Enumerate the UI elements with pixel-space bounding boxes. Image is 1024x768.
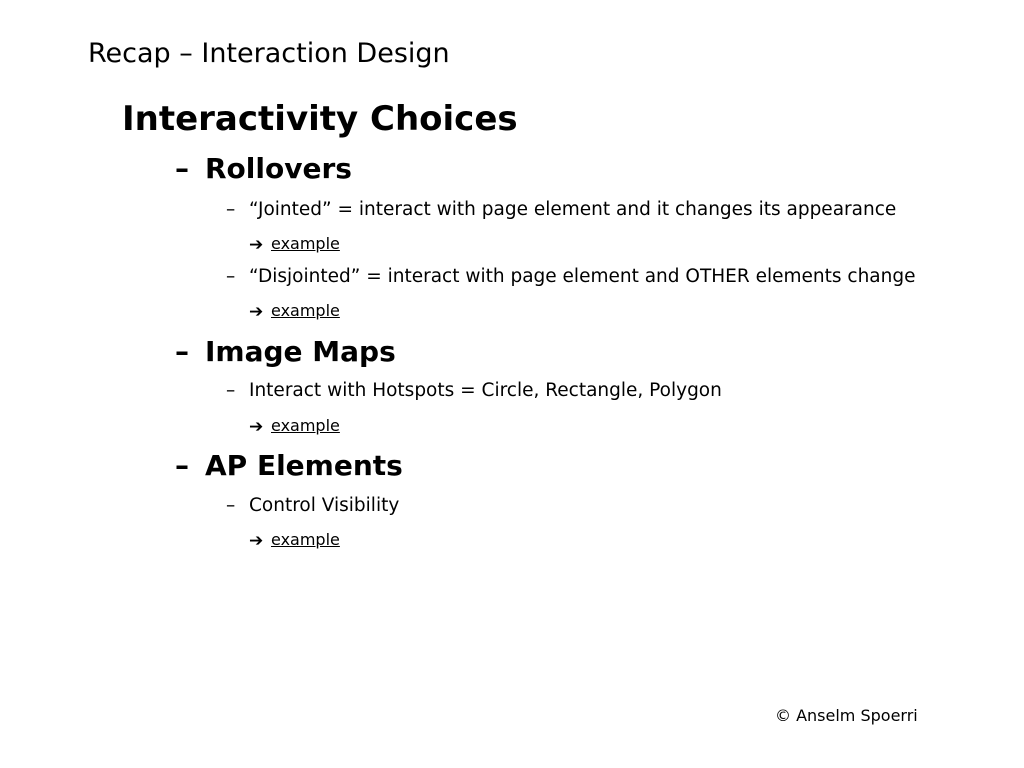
bullet-text: Interact with Hotspots = Circle, Rectangle, Polygon (249, 380, 722, 401)
example-row (249, 234, 340, 255)
section-image-maps (175, 335, 396, 368)
dash-marker: – (226, 199, 236, 220)
example-row (249, 301, 340, 322)
arrow-right-icon: ➔ (249, 302, 264, 322)
example-row (249, 530, 340, 551)
dash-marker: – (226, 266, 236, 287)
section-label: Rollovers (205, 152, 352, 185)
dash-marker: – (175, 449, 189, 482)
section-label: AP Elements (205, 449, 403, 482)
slide-heading: Interactivity Choices (122, 99, 518, 139)
bullet-text: Control Visibility (249, 495, 400, 516)
bullet-item (226, 380, 722, 401)
arrow-right-icon: ➔ (249, 417, 264, 437)
slide-title: Recap – Interaction Design (88, 38, 450, 69)
dash-marker: – (175, 335, 189, 368)
copyright-footer: © Anselm Spoerri (775, 706, 918, 725)
example-link[interactable]: example (271, 416, 340, 435)
example-link[interactable]: example (271, 530, 340, 549)
dash-marker: – (175, 152, 189, 185)
bullet-item (226, 199, 897, 220)
example-row (249, 416, 340, 437)
arrow-right-icon: ➔ (249, 531, 264, 551)
section-rollovers (175, 152, 352, 185)
arrow-right-icon: ➔ (249, 235, 264, 255)
bullet-text: “Disjointed” = interact with page element and OTHER elements change (249, 266, 916, 287)
bullet-item (226, 495, 400, 516)
example-link[interactable]: example (271, 234, 340, 253)
dash-marker: – (226, 495, 236, 516)
bullet-item (226, 266, 916, 287)
section-ap-elements (175, 449, 403, 482)
bullet-text: “Jointed” = interact with page element and it changes its appearance (249, 199, 897, 220)
dash-marker: – (226, 380, 236, 401)
example-link[interactable]: example (271, 301, 340, 320)
section-label: Image Maps (205, 335, 396, 368)
